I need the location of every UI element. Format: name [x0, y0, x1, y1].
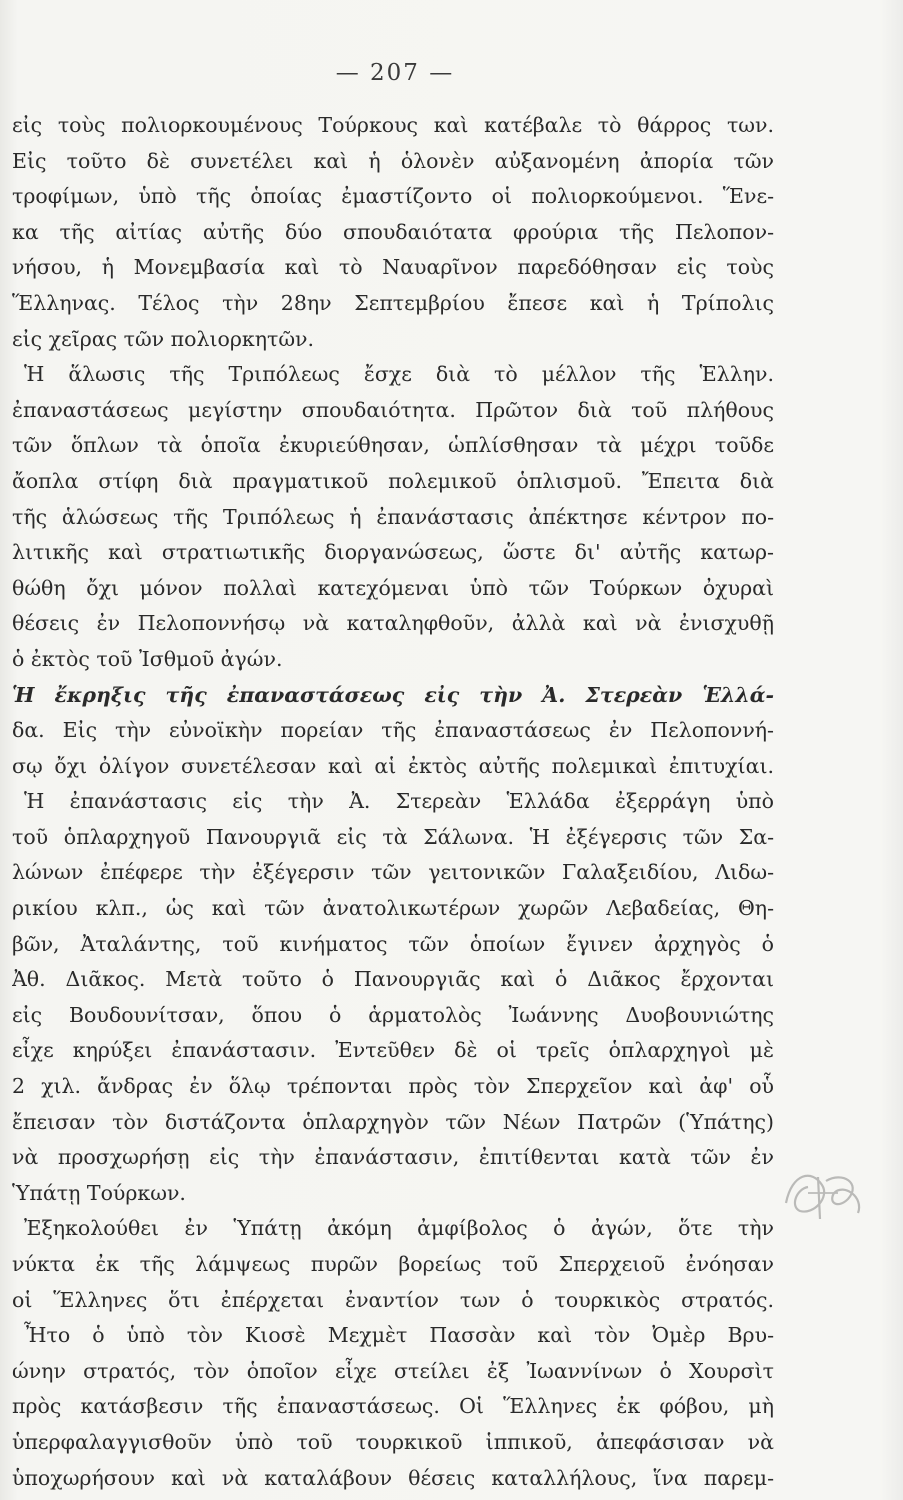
- text-line: δα. Εἰς τὴν εὐνοϊκὴν πορείαν τῆς ἐπαναστάσεως ἐν Πελοποννή-: [12, 718, 774, 743]
- text-line: εἰς Βουδουνίτσαν, ὅπου ὁ ἁρματολὸς Ἰωάννης Δυοβουνιώτης: [12, 1002, 774, 1027]
- text-line: τῆς ἁλώσεως τῆς Τριπόλεως ἡ ἐπανάστασις ἀπέκτησε κέντρον πο-: [12, 504, 774, 529]
- text-line: κα τῆς αἰτίας αὐτῆς δύο σπουδαιότατα φρούρια τῆς Πελοπον-: [12, 219, 774, 244]
- text-line: λώνων ἐπέφερε τὴν ἐξέγερσιν τῶν γειτονικῶν Γαλαξειδίου, Λιδω-: [12, 860, 774, 885]
- text-line: τῶν ὅπλων τὰ ὁποῖα ἐκυριεύθησαν, ὡπλίσθησαν τὰ μέχρι τοῦδε: [12, 433, 774, 458]
- section-heading: Ἡ ἔκρηξις τῆς ἐπαναστάσεως εἰς τὴν Ἀ. Στερεὰν Ἑλλά-: [12, 682, 774, 707]
- text-line: ώνην στρατός, τὸν ὁποῖον εἶχε στείλει ἐξ Ἰωαννίνων ὁ Χουρσὶτ: [12, 1358, 774, 1383]
- body-text: [12, 108, 774, 1496]
- text-line: ὑπερφαλαγγισθοῦν ὑπὸ τοῦ τουρκικοῦ ἱππικοῦ, ἀπεφάσισαν νὰ: [12, 1429, 774, 1454]
- text-line: τροφίμων, ὑπὸ τῆς ὁποίας ἐμαστίζοντο οἱ πολιορκούμενοι. Ἕνε-: [12, 184, 774, 209]
- text-line: τοῦ ὁπλαρχηγοῦ Πανουργιᾶ εἰς τὰ Σάλωνα. Ἡ ἐξέγερσις τῶν Σα-: [12, 824, 774, 849]
- text-line: θώθη ὄχι μόνον πολλαὶ κατεχόμεναι ὑπὸ τῶν Τούρκων ὀχυραὶ: [12, 575, 774, 600]
- text-line: Ἕλληνας. Τέλος τὴν 28ην Σεπτεμβρίου ἔπεσε καὶ ἡ Τρίπολις: [12, 290, 774, 315]
- text-line: Ἐξηκολούθει ἐν Ὑπάτῃ ἀκόμη ἀμφίβολος ὁ ἀγών, ὅτε τὴν: [24, 1216, 774, 1241]
- text-line: σῳ ὄχι ὀλίγον συνετέλεσαν καὶ αἱ ἐκτὸς αὐτῆς πολεμικαὶ ἐπιτυχίαι.: [12, 753, 774, 778]
- text-line: ὑποχωρήσουν καὶ νὰ καταλάβουν θέσεις καταλλήλους, ἵνα παρεμ-: [12, 1465, 774, 1490]
- text-line: ἔπεισαν τὸν διστάζοντα ὁπλαρχηγὸν τῶν Νέων Πατρῶν (Ὑπάτης): [12, 1109, 774, 1134]
- library-stamp: [778, 1163, 870, 1229]
- text-line: ἐπαναστάσεως μεγίστην σπουδαιότητα. Πρῶτον διὰ τοῦ πλήθους: [12, 397, 774, 422]
- text-line: νὰ προσχωρήσῃ εἰς τὴν ἐπανάστασιν, ἐπιτίθενται κατὰ τῶν ἐν: [12, 1145, 774, 1170]
- text-line: οἱ Ἕλληνες ὅτι ἐπέρχεται ἐναντίον των ὁ τουρκικὸς στρατός.: [12, 1287, 774, 1312]
- text-line: νύκτα ἐκ τῆς λάμψεως πυρῶν βορείως τοῦ Σπερχειοῦ ἐνόησαν: [12, 1252, 774, 1276]
- text-line: θέσεις ἐν Πελοποννήσῳ νὰ καταληφθοῦν, ἀλλὰ καὶ νὰ ἐνισχυθῇ: [12, 611, 774, 636]
- text-line: Ἡ ἐπανάστασις εἰς τὴν Ἀ. Στερεὰν Ἑλλάδα ἐξερράγη ὑπὸ: [24, 789, 774, 814]
- text-line: λιτικῆς καὶ στρατιωτικῆς διοργανώσεως, ὥστε δι' αὐτῆς κατωρ-: [12, 540, 774, 565]
- text-line: εἰς χεῖρας τῶν πολιορκητῶν.: [12, 326, 315, 351]
- text-line: Εἰς τοῦτο δὲ συνετέλει καὶ ἡ ὁλονὲν αὐξανομένη ἀπορία τῶν: [12, 148, 774, 173]
- text-line: 2 χιλ. ἄνδρας ἐν ὅλῳ τρέπονται πρὸς τὸν Σπερχεῖον καὶ ἀφ' οὗ: [12, 1074, 774, 1099]
- text-line: Ἀθ. Διᾶκος. Μετὰ τοῦτο ὁ Πανουργιᾶς καὶ ὁ Διᾶκος ἔρχονται: [12, 967, 774, 992]
- text-line: ἄοπλα στίφη διὰ πραγματικοῦ πολεμικοῦ ὁπλισμοῦ. Ἔπειτα διὰ: [12, 468, 774, 493]
- page-number: — 207 —: [335, 60, 455, 86]
- text-line: νήσου, ἡ Μονεμβασία καὶ τὸ Ναυαρῖνον παρεδόθησαν εἰς τοὺς: [12, 255, 774, 280]
- text-line: πρὸς κατάσβεσιν τῆς ἐπαναστάσεως. Οἱ Ἕλληνες ἐκ φόβου, μὴ: [12, 1394, 774, 1419]
- text-line: εἶχε κηρύξει ἐπανάστασιν. Ἐντεῦθεν δὲ οἱ τρεῖς ὁπλαρχηγοὶ μὲ: [12, 1038, 774, 1063]
- text-line: Ἦτο ὁ ὑπὸ τὸν Κιοσὲ Μεχμὲτ Πασσὰν καὶ τὸν Ὀμὲρ Βρυ-: [24, 1323, 774, 1348]
- text-line: βῶν, Ἀταλάντης, τοῦ κινήματος τῶν ὁποίων ἔγινεν ἀρχηγὸς ὁ: [12, 931, 774, 956]
- text-line: ὁ ἐκτὸς τοῦ Ἰσθμοῦ ἀγών.: [12, 646, 283, 671]
- text-line: Ὑπάτῃ Τούρκων.: [12, 1180, 186, 1205]
- text-line: εἰς τοὺς πολιορκουμένους Τούρκους καὶ κατέβαλε τὸ θάρρος των.: [12, 113, 774, 137]
- text-line: ρικίου κλπ., ὡς καὶ τῶν ἀνατολικωτέρων χωρῶν Λεβαδείας, Θη-: [12, 896, 774, 921]
- text-line: Ἡ ἅλωσις τῆς Τριπόλεως ἔσχε διὰ τὸ μέλλον τῆς Ἑλλην.: [24, 362, 774, 387]
